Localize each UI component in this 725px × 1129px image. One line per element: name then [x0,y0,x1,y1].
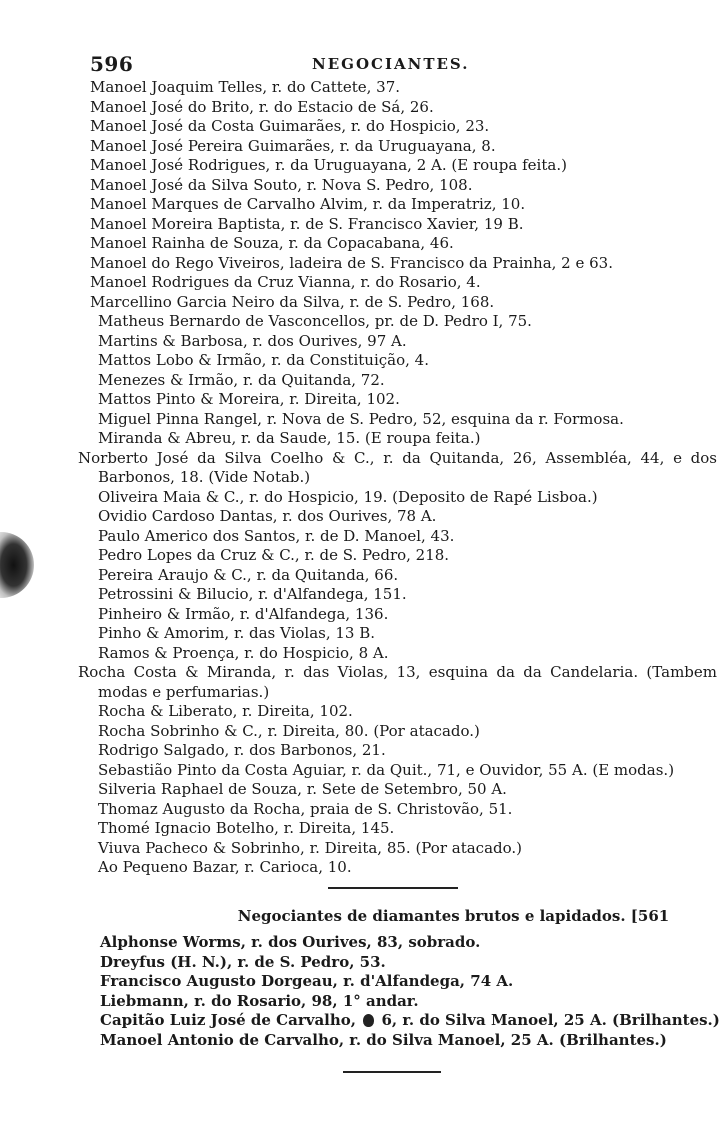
entry-text-before: Capitão Luiz José de Carvalho, [100,1011,357,1029]
list-item: Manoel do Rego Viveiros, ladeira de S. Francisco da Prainha, 2 e 63. [90,253,613,272]
list-item: Manoel José Rodrigues, r. da Uruguayana, 2 A. (E roupa feita.) [90,156,567,174]
list-item: Pinheiro & Irmão, r. d'Alfandega, 136. [98,604,389,623]
section-title: Negociantes de diamantes brutos e lapidados. [561 [237,907,670,925]
list-item: Paulo Americo dos Santos, r. de D. Manoel, 43. [98,526,455,545]
list-item: Manoel Marques de Carvalho Alvim, r. da Imperatriz, 10. [90,195,526,213]
list-item: Manoel José Pereira Guimarães, r. da Uruguayana, 8. [90,136,496,155]
list-item: Miguel Pinna Rangel, r. Nova de S. Pedro, 52, esquina da r. Formosa. [98,409,624,428]
list-item: Manoel Antonio de Carvalho, r. do Silva Manoel, 25 A. (Brilhantes.) [100,1030,667,1049]
page-header [90,52,715,78]
list-item: Ovidio Cardoso Dantas, r. dos Ourives, 78 A. [98,507,437,525]
list-item: Rocha & Liberato, r. Direita, 102. [98,702,353,720]
list-item: Pinho & Amorim, r. das Violas, 13 B. [98,624,376,642]
list-item: Thomé Ignacio Botelho, r. Direita, 145. [98,819,395,837]
list-item: Liebmann, r. do Rosario, 98, 1° andar. [100,991,419,1010]
list-item: Menezes & Irmão, r. da Quitanda, 72. [98,370,385,389]
list-item: Silveria Raphael de Souza, r. Sete de Setembro, 50 A. [98,780,507,798]
list-item: Rocha Sobrinho & C., r. Direita, 80. (Por atacado.) [98,721,480,740]
end-divider [343,1071,441,1073]
entry-text-after: 6, r. do Silva Manoel, 25 A. (Brilhantes.) [381,1011,720,1029]
list-item: Viuva Pacheco & Sobrinho, r. Direita, 85. (Por atacado.) [98,838,523,857]
list-item: Rodrigo Salgado, r. dos Barbonos, 21. [98,741,386,759]
list-item: Manoel José da Costa Guimarães, r. do Hospicio, 23. [90,117,490,135]
diamond-merchants-section [100,905,720,1050]
list-item: Sebastião Pinto da Costa Aguiar, r. da Quit., 71, e Ouvidor, 55 A. (E modas.) [98,760,675,779]
list-item: Rocha Costa & Miranda, r. das Violas, 13, esquina da da Candelaria. (Tambem modas e perfumarias.) [78,663,717,701]
emblem-icon [363,1014,374,1027]
list-item: Pedro Lopes da Cruz & C., r. de S. Pedro, 218. [98,546,450,564]
binding-mark-icon [0,532,34,598]
list-item: Manoel José da Silva Souto, r. Nova S. Pedro, 108. [90,175,473,194]
list-item: Manoel Rodrigues da Cruz Vianna, r. do Rosario, 4. [90,273,481,291]
list-item: Ao Pequeno Bazar, r. Carioca, 10. [98,858,352,876]
list-item: Dreyfus (H. N.), r. de S. Pedro, 53. [100,952,386,971]
list-item: Marcellino Garcia Neiro da Silva, r. de S. Pedro, 168. [90,292,495,311]
list-item: Ramos & Proença, r. do Hospicio, 8 A. [98,643,389,662]
list-item: Miranda & Abreu, r. da Saude, 15. (E roupa feita.) [98,429,481,447]
list-item: Mattos Lobo & Irmão, r. da Constituição, 4. [98,351,429,369]
list-item: Pereira Araujo & C., r. da Quitanda, 66. [98,565,399,584]
list-item: Manoel Joaquim Telles, r. do Cattete, 37. [90,78,401,96]
section-divider [328,887,458,889]
list-item: Alphonse Worms, r. dos Ourives, 83, sobrado. [100,933,481,951]
list-item: Petrossini & Bilucio, r. d'Alfandega, 151. [98,585,407,603]
list-item [100,1011,720,1031]
page-number: 596 [90,52,134,76]
list-item: Oliveira Maia & C., r. do Hospicio, 19. (Deposito de Rapé Lisboa.) [98,487,598,506]
running-title: NEGOCIANTES. [312,55,470,73]
list-item: Manoel José do Brito, r. do Estacio de Sá, 26. [90,97,434,116]
list-item: Martins & Barbosa, r. dos Ourives, 97 A. [98,331,407,350]
list-item: Thomaz Augusto da Rocha, praia de S. Christovão, 51. [98,799,513,818]
list-item: Mattos Pinto & Moreira, r. Direita, 102. [98,390,400,408]
list-item: Manoel Rainha de Souza, r. da Copacabana, 46. [90,234,454,252]
list-item: Matheus Bernardo de Vasconcellos, pr. de D. Pedro I, 75. [98,312,532,330]
list-item: Norberto José da Silva Coelho & C., r. da Quitanda, 26, Assembléa, 44, e dos Barbonos, 18. (Vide Notab.) [78,448,717,486]
list-item: Manoel Moreira Baptista, r. de S. Francisco Xavier, 19 B. [90,214,524,233]
list-item: Francisco Augusto Dorgeau, r. d'Alfandega, 74 A. [100,972,514,990]
merchant-list [78,78,717,878]
